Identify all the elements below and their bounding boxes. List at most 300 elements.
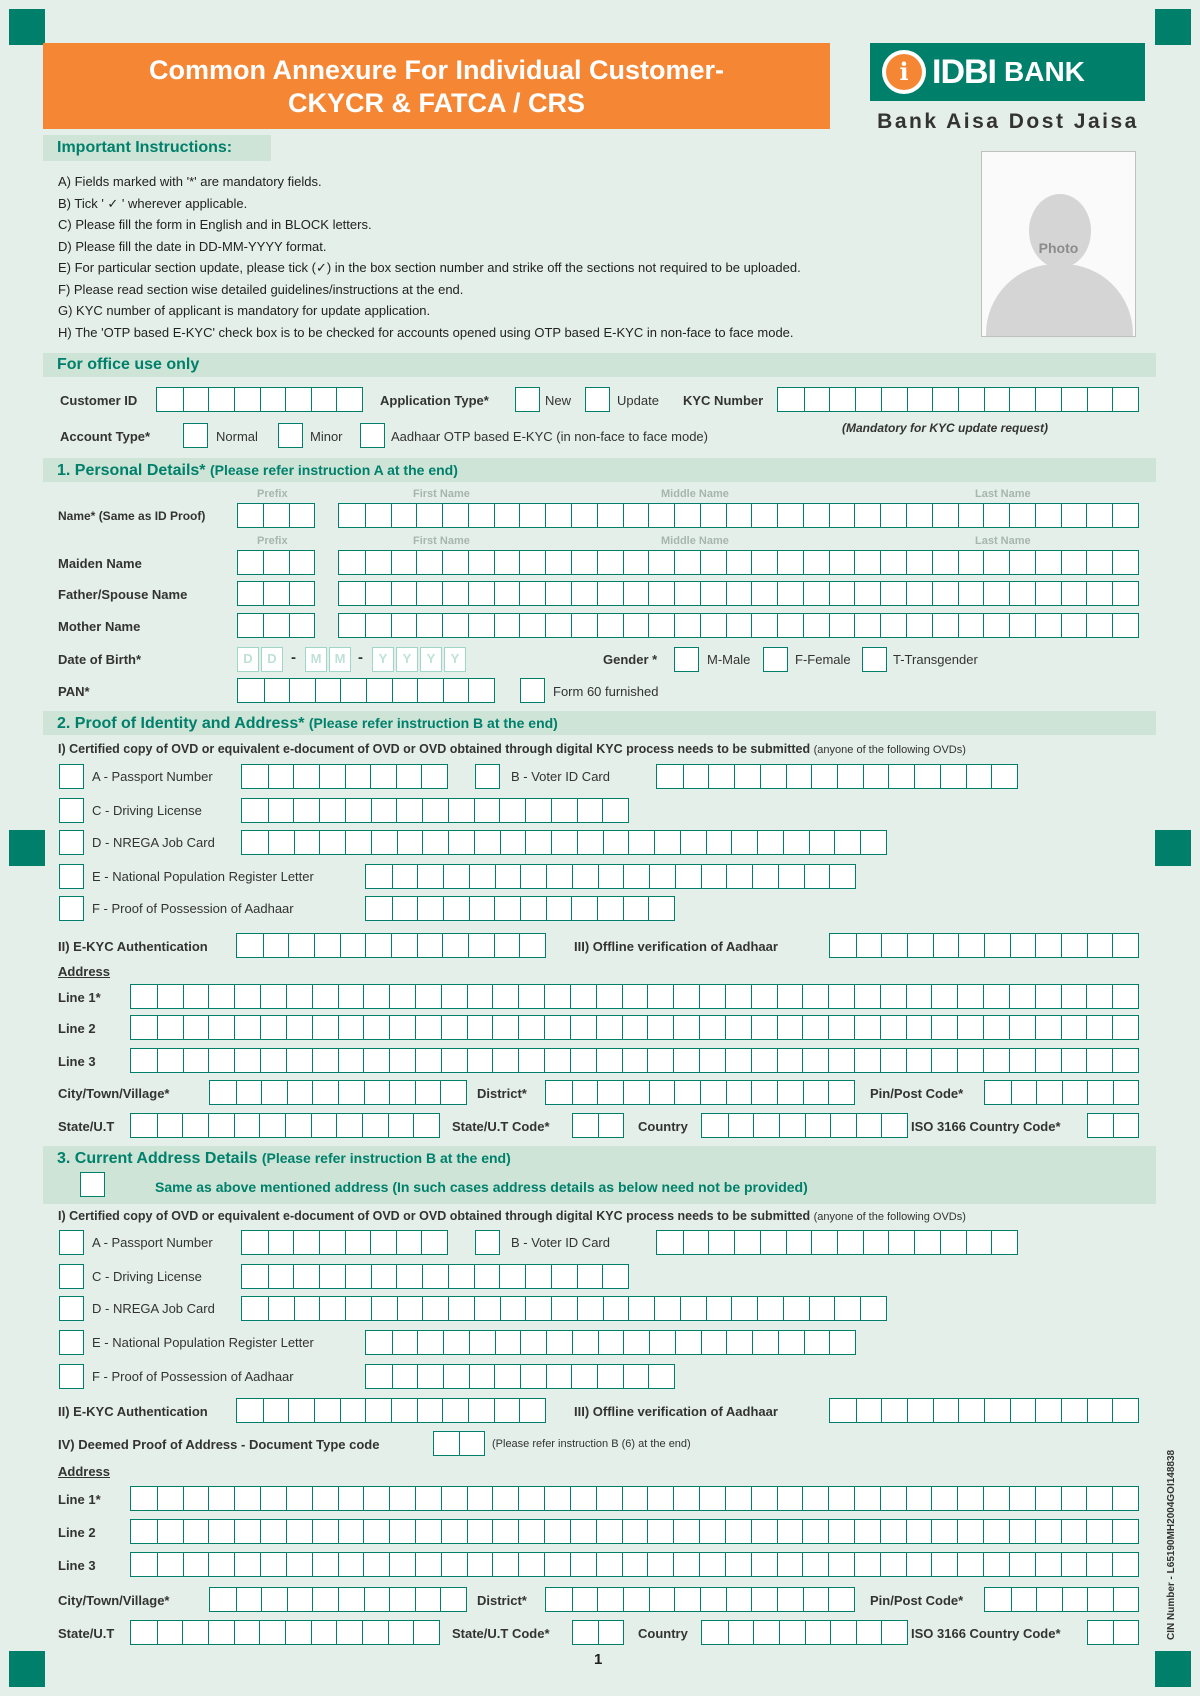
update-checkbox[interactable]	[585, 387, 610, 412]
female-checkbox[interactable]	[763, 647, 788, 672]
cell-separator	[725, 985, 726, 1008]
npr-checkbox[interactable]	[59, 864, 84, 889]
cell-separator	[1061, 1553, 1062, 1576]
cell-separator	[311, 388, 312, 411]
dob-day-1[interactable]: D	[237, 647, 259, 672]
mother-name-field[interactable]	[338, 613, 1139, 638]
aadhaar-otp-checkbox[interactable]	[360, 423, 385, 448]
cell-separator	[854, 504, 855, 527]
cell-separator	[602, 799, 603, 822]
deemed-label: IV) Deemed Proof of Address - Document Type code	[58, 1437, 380, 1452]
cell-separator	[492, 1487, 493, 1510]
cell-separator	[647, 1487, 648, 1510]
cell-separator	[263, 614, 264, 637]
cell-separator	[492, 1049, 493, 1072]
cell-separator	[777, 1016, 778, 1039]
cell-separator	[1011, 1588, 1012, 1611]
cell-separator	[469, 1331, 470, 1354]
cell-separator	[700, 582, 701, 605]
cell-separator	[551, 799, 552, 822]
cell-separator	[778, 1331, 779, 1354]
cell-separator	[525, 1265, 526, 1288]
cell-separator	[802, 1553, 803, 1576]
male-label: M-Male	[707, 652, 751, 667]
cell-separator	[881, 388, 882, 411]
cell-separator	[474, 799, 475, 822]
cell-separator	[931, 985, 932, 1008]
npr-field[interactable]	[365, 864, 856, 889]
cell-separator	[443, 865, 444, 888]
cell-separator	[312, 1520, 313, 1543]
current-driving-checkbox[interactable]	[59, 1264, 84, 1289]
dob-month-1[interactable]: M	[305, 647, 327, 672]
cell-separator	[983, 1049, 984, 1072]
cell-separator	[396, 1231, 397, 1254]
cell-separator	[881, 934, 882, 957]
cell-separator	[726, 582, 727, 605]
current-district-field[interactable]	[545, 1587, 855, 1612]
cell-separator	[388, 1621, 389, 1644]
cell-separator	[829, 551, 830, 574]
cell-separator	[311, 1621, 312, 1644]
current-driving-field[interactable]	[241, 1264, 629, 1289]
cell-separator	[906, 551, 907, 574]
cell-separator	[1061, 1049, 1062, 1072]
aadhaar-checkbox[interactable]	[59, 896, 84, 921]
current-line1-field[interactable]	[130, 1486, 1139, 1511]
cell-separator	[596, 1016, 597, 1039]
customer-id-field[interactable]	[156, 387, 363, 412]
cell-separator	[183, 1049, 184, 1072]
cell-separator	[983, 1520, 984, 1543]
cell-separator	[415, 1520, 416, 1543]
cell-separator	[830, 1621, 831, 1644]
current-state-field[interactable]	[130, 1620, 440, 1645]
cell-separator	[647, 1049, 648, 1072]
cell-separator	[311, 1114, 312, 1137]
cell-separator	[366, 679, 367, 702]
cell-separator	[880, 985, 881, 1008]
cell-separator	[648, 1365, 649, 1388]
cell-separator	[726, 614, 727, 637]
cell-separator	[1112, 985, 1113, 1008]
cell-separator	[777, 582, 778, 605]
pan-field[interactable]	[237, 678, 495, 703]
cell-separator	[234, 1049, 235, 1072]
cell-separator	[933, 1399, 934, 1422]
same-as-checkbox[interactable]	[80, 1172, 105, 1197]
cell-separator	[389, 1520, 390, 1543]
cell-separator	[389, 1016, 390, 1039]
cell-separator	[957, 1016, 958, 1039]
line2-field[interactable]	[130, 1015, 1139, 1040]
cell-separator	[674, 582, 675, 605]
cell-separator	[467, 1049, 468, 1072]
cell-separator	[362, 1621, 363, 1644]
iso-field[interactable]	[1087, 1113, 1139, 1138]
state-code-field[interactable]	[572, 1113, 624, 1138]
cell-separator	[234, 1114, 235, 1137]
father-prefix-field[interactable]	[237, 581, 315, 606]
cell-separator	[603, 831, 604, 854]
cell-separator	[415, 1487, 416, 1510]
cell-separator	[544, 1049, 545, 1072]
cell-separator	[448, 1265, 449, 1288]
personal-details-sub: (Please refer instruction A at the end)	[209, 462, 458, 478]
cell-separator	[392, 679, 393, 702]
form60-checkbox[interactable]	[520, 678, 545, 703]
cell-separator	[440, 1588, 441, 1611]
offline-field[interactable]	[829, 933, 1139, 958]
cell-separator	[1061, 985, 1062, 1008]
current-country-label: Country	[638, 1626, 688, 1641]
cell-separator	[388, 1114, 389, 1137]
dob-year-4[interactable]: Y	[444, 647, 466, 672]
cell-separator	[1087, 934, 1088, 957]
cell-separator	[443, 1331, 444, 1354]
driving-field[interactable]	[241, 798, 629, 823]
cell-separator	[1061, 614, 1062, 637]
city-field[interactable]	[209, 1080, 467, 1105]
current-city-field[interactable]	[209, 1587, 467, 1612]
cell-separator	[648, 504, 649, 527]
cell-separator	[525, 831, 526, 854]
current-aadhaar-checkbox[interactable]	[59, 1364, 84, 1389]
cell-separator	[208, 1487, 209, 1510]
cell-separator	[422, 1297, 423, 1320]
cell-separator	[260, 388, 261, 411]
cell-separator	[958, 551, 959, 574]
cell-separator	[726, 1331, 727, 1354]
cell-separator	[494, 504, 495, 527]
aadhaar-field[interactable]	[365, 896, 675, 921]
cell-separator	[260, 1016, 261, 1039]
cell-separator	[443, 679, 444, 702]
cell-separator	[336, 388, 337, 411]
current-nrega-checkbox[interactable]	[59, 1296, 84, 1321]
cell-separator	[312, 985, 313, 1008]
cell-separator	[551, 831, 552, 854]
cell-separator	[261, 1588, 262, 1611]
cell-separator	[1010, 1399, 1011, 1422]
cell-separator	[1009, 504, 1010, 527]
current-nrega-field[interactable]	[241, 1296, 887, 1321]
cell-separator	[183, 985, 184, 1008]
line3-field[interactable]	[130, 1048, 1139, 1073]
cell-separator	[1087, 1399, 1088, 1422]
cell-separator	[701, 865, 702, 888]
nrega-checkbox[interactable]	[59, 830, 84, 855]
cell-separator	[518, 1049, 519, 1072]
cell-separator	[597, 582, 598, 605]
cell-separator	[157, 1487, 158, 1510]
passport-field[interactable]	[241, 764, 448, 789]
kyc-number-field[interactable]	[777, 387, 1139, 412]
current-state-code-field[interactable]	[572, 1620, 624, 1645]
current-npr-field[interactable]	[365, 1330, 856, 1355]
dob-year-1[interactable]: Y	[372, 647, 394, 672]
cell-separator	[700, 614, 701, 637]
bank-tagline: Bank Aisa Dost Jaisa	[877, 110, 1139, 133]
cell-separator	[208, 1016, 209, 1039]
cell-separator	[701, 1331, 702, 1354]
cell-separator	[757, 1297, 758, 1320]
cell-separator	[752, 1331, 753, 1354]
dob-month-2[interactable]: M	[329, 647, 351, 672]
country-label: Country	[638, 1119, 688, 1134]
cell-separator	[389, 1553, 390, 1576]
ekyc-field[interactable]	[236, 933, 546, 958]
cell-separator	[319, 1297, 320, 1320]
cell-separator	[731, 1297, 732, 1320]
cell-separator	[492, 985, 493, 1008]
country-field[interactable]	[701, 1113, 908, 1138]
instruction-e: E) For particular section update, please tick (✓) in the box section number and strike off the sections not required to be uploaded.	[58, 260, 801, 275]
cell-separator	[157, 1049, 158, 1072]
cell-separator	[1035, 1553, 1036, 1576]
deemed-code-field[interactable]	[433, 1431, 485, 1456]
current-line2-field[interactable]	[130, 1519, 1139, 1544]
cell-separator	[544, 1016, 545, 1039]
cell-separator	[551, 1297, 552, 1320]
current-pin-field[interactable]	[984, 1587, 1139, 1612]
cell-separator	[474, 1297, 475, 1320]
current-line3-field[interactable]	[130, 1552, 1139, 1577]
cell-separator	[416, 614, 417, 637]
cell-separator	[597, 1081, 598, 1104]
prefix-hint: Prefix	[257, 488, 288, 500]
dob-year-3[interactable]: Y	[420, 647, 442, 672]
cell-separator	[263, 1399, 264, 1422]
dob-year-2[interactable]: Y	[396, 647, 418, 672]
cell-separator	[828, 1520, 829, 1543]
cell-separator	[260, 985, 261, 1008]
cell-separator	[783, 831, 784, 854]
cell-separator	[570, 1520, 571, 1543]
current-npr-checkbox[interactable]	[59, 1330, 84, 1355]
cell-separator	[293, 765, 294, 788]
cell-separator	[906, 504, 907, 527]
kyc-mandatory-note: (Mandatory for KYC update request)	[842, 421, 1049, 435]
cell-separator	[931, 1553, 932, 1576]
cell-separator	[673, 985, 674, 1008]
district-field[interactable]	[545, 1080, 855, 1105]
name-prefix-field[interactable]	[237, 503, 315, 528]
cell-separator	[336, 1114, 337, 1137]
voter-checkbox[interactable]	[475, 764, 500, 789]
state-field[interactable]	[130, 1113, 440, 1138]
cell-separator	[415, 1081, 416, 1104]
cell-separator	[577, 1297, 578, 1320]
cell-separator	[338, 1487, 339, 1510]
cell-separator	[854, 1553, 855, 1576]
cell-separator	[468, 504, 469, 527]
cell-separator	[312, 1487, 313, 1510]
bank-logo	[870, 43, 1145, 101]
instruction-b: B) Tick ' ✓ ' wherever applicable.	[58, 196, 248, 211]
passport-checkbox[interactable]	[59, 764, 84, 789]
cell-separator	[752, 865, 753, 888]
same-as-label: Same as above mentioned address (In such cases address details as below need not be provided)	[155, 1179, 808, 1195]
current-country-field[interactable]	[701, 1620, 908, 1645]
cell-separator	[957, 1049, 958, 1072]
address-label: Address	[58, 964, 111, 979]
cell-separator	[803, 582, 804, 605]
cell-separator	[268, 799, 269, 822]
cell-separator	[907, 388, 908, 411]
cell-separator	[828, 1049, 829, 1072]
minor-checkbox[interactable]	[278, 423, 303, 448]
transgender-checkbox[interactable]	[862, 647, 887, 672]
offline-label: III) Offline verification of Aadhaar	[574, 939, 778, 954]
new-checkbox[interactable]	[515, 387, 540, 412]
kyc-number-label: KYC Number	[683, 393, 764, 408]
cell-separator	[345, 1231, 346, 1254]
cell-separator	[467, 1487, 468, 1510]
cell-separator	[597, 897, 598, 920]
current-state-code-label: State/U.T Code*	[452, 1626, 550, 1641]
instruction-c: C) Please fill the form in English and in BLOCK letters.	[58, 217, 372, 232]
registration-mark-mid-left	[9, 830, 45, 866]
voter-field[interactable]	[656, 764, 1018, 789]
current-state-label: State/U.T	[58, 1626, 115, 1641]
cell-separator	[597, 551, 598, 574]
cell-separator	[906, 1553, 907, 1576]
cell-separator	[777, 614, 778, 637]
pin-field[interactable]	[984, 1080, 1139, 1105]
npr-label: E - National Population Register Letter	[92, 869, 314, 884]
cell-separator	[1087, 1081, 1088, 1104]
cell-separator	[546, 1365, 547, 1388]
cell-separator	[673, 1049, 674, 1072]
cell-separator	[803, 504, 804, 527]
cell-separator	[263, 934, 264, 957]
cell-separator	[365, 614, 366, 637]
line1-field[interactable]	[130, 984, 1139, 1009]
normal-checkbox[interactable]	[183, 423, 208, 448]
cell-separator	[906, 985, 907, 1008]
middle-name-hint-2: Middle Name	[661, 535, 729, 547]
page-number: 1	[594, 1651, 603, 1668]
cell-separator	[391, 1399, 392, 1422]
cell-separator	[469, 865, 470, 888]
driving-checkbox[interactable]	[59, 798, 84, 823]
cell-separator	[803, 614, 804, 637]
cell-separator	[183, 388, 184, 411]
current-voter-field[interactable]	[656, 1230, 1018, 1255]
cell-separator	[1112, 551, 1113, 574]
cell-separator	[442, 1399, 443, 1422]
cell-separator	[345, 765, 346, 788]
current-voter-label: B - Voter ID Card	[511, 1235, 610, 1250]
cell-separator	[1035, 1487, 1036, 1510]
cell-separator	[623, 614, 624, 637]
cell-separator	[1035, 1049, 1036, 1072]
cell-separator	[648, 614, 649, 637]
current-passport-field[interactable]	[241, 1230, 448, 1255]
cell-separator	[499, 1265, 500, 1288]
cell-separator	[520, 1331, 521, 1354]
current-iso-field[interactable]	[1087, 1620, 1139, 1645]
cell-separator	[1112, 614, 1113, 637]
cell-separator	[1035, 1520, 1036, 1543]
male-checkbox[interactable]	[674, 647, 699, 672]
cell-separator	[441, 1016, 442, 1039]
cell-separator	[286, 1553, 287, 1576]
cell-separator	[828, 1487, 829, 1510]
cell-separator	[834, 831, 835, 854]
cell-separator	[1061, 1399, 1062, 1422]
current-address-heading	[43, 1146, 1156, 1204]
cell-separator	[803, 1588, 804, 1611]
cell-separator	[287, 1588, 288, 1611]
maiden-name-field[interactable]	[338, 550, 1139, 575]
maiden-prefix-field[interactable]	[237, 550, 315, 575]
cell-separator	[474, 831, 475, 854]
cell-separator	[234, 388, 235, 411]
cell-separator	[371, 1297, 372, 1320]
cell-separator	[829, 504, 830, 527]
mother-prefix-field[interactable]	[237, 613, 315, 638]
cell-separator	[856, 934, 857, 957]
cell-separator	[392, 1331, 393, 1354]
cell-separator	[598, 1621, 599, 1644]
current-ekyc-field[interactable]	[236, 1398, 546, 1423]
name-field[interactable]	[338, 503, 1139, 528]
nrega-field[interactable]	[241, 830, 887, 855]
photo-box[interactable]	[981, 151, 1136, 337]
cell-separator	[1035, 934, 1036, 957]
line1-label: Line 1*	[58, 990, 101, 1005]
cell-separator	[804, 865, 805, 888]
cell-separator	[499, 799, 500, 822]
cell-separator	[208, 1049, 209, 1072]
cell-separator	[649, 1588, 650, 1611]
cell-separator	[958, 1399, 959, 1422]
cell-separator	[492, 1520, 493, 1543]
cell-separator	[417, 679, 418, 702]
cell-separator	[1112, 1049, 1113, 1072]
cell-separator	[338, 1081, 339, 1104]
current-aadhaar-field[interactable]	[365, 1364, 675, 1389]
current-passport-checkbox[interactable]	[59, 1230, 84, 1255]
cell-separator	[856, 1114, 857, 1137]
aadhaar-otp-label: Aadhaar OTP based E-KYC (in non-face to face mode)	[391, 429, 708, 444]
cell-separator	[492, 1553, 493, 1576]
registration-mark-top-right	[1155, 9, 1191, 45]
cell-separator	[467, 1016, 468, 1039]
cell-separator	[442, 934, 443, 957]
cell-separator	[363, 1016, 364, 1039]
transgender-label: T-Transgender	[893, 652, 978, 667]
cell-separator	[571, 897, 572, 920]
current-voter-checkbox[interactable]	[475, 1230, 500, 1255]
cell-separator	[1009, 1049, 1010, 1072]
current-offline-field[interactable]	[829, 1398, 1139, 1423]
current-district-label: District*	[477, 1593, 527, 1608]
cell-separator	[545, 614, 546, 637]
cell-separator	[286, 1049, 287, 1072]
cell-separator	[731, 831, 732, 854]
current-line3-label: Line 3	[58, 1558, 96, 1573]
cell-separator	[312, 1553, 313, 1576]
cell-separator	[268, 765, 269, 788]
cell-separator	[983, 1553, 984, 1576]
cell-separator	[338, 1049, 339, 1072]
cell-separator	[519, 614, 520, 637]
father-spouse-field[interactable]	[338, 581, 1139, 606]
dob-day-2[interactable]: D	[261, 647, 283, 672]
